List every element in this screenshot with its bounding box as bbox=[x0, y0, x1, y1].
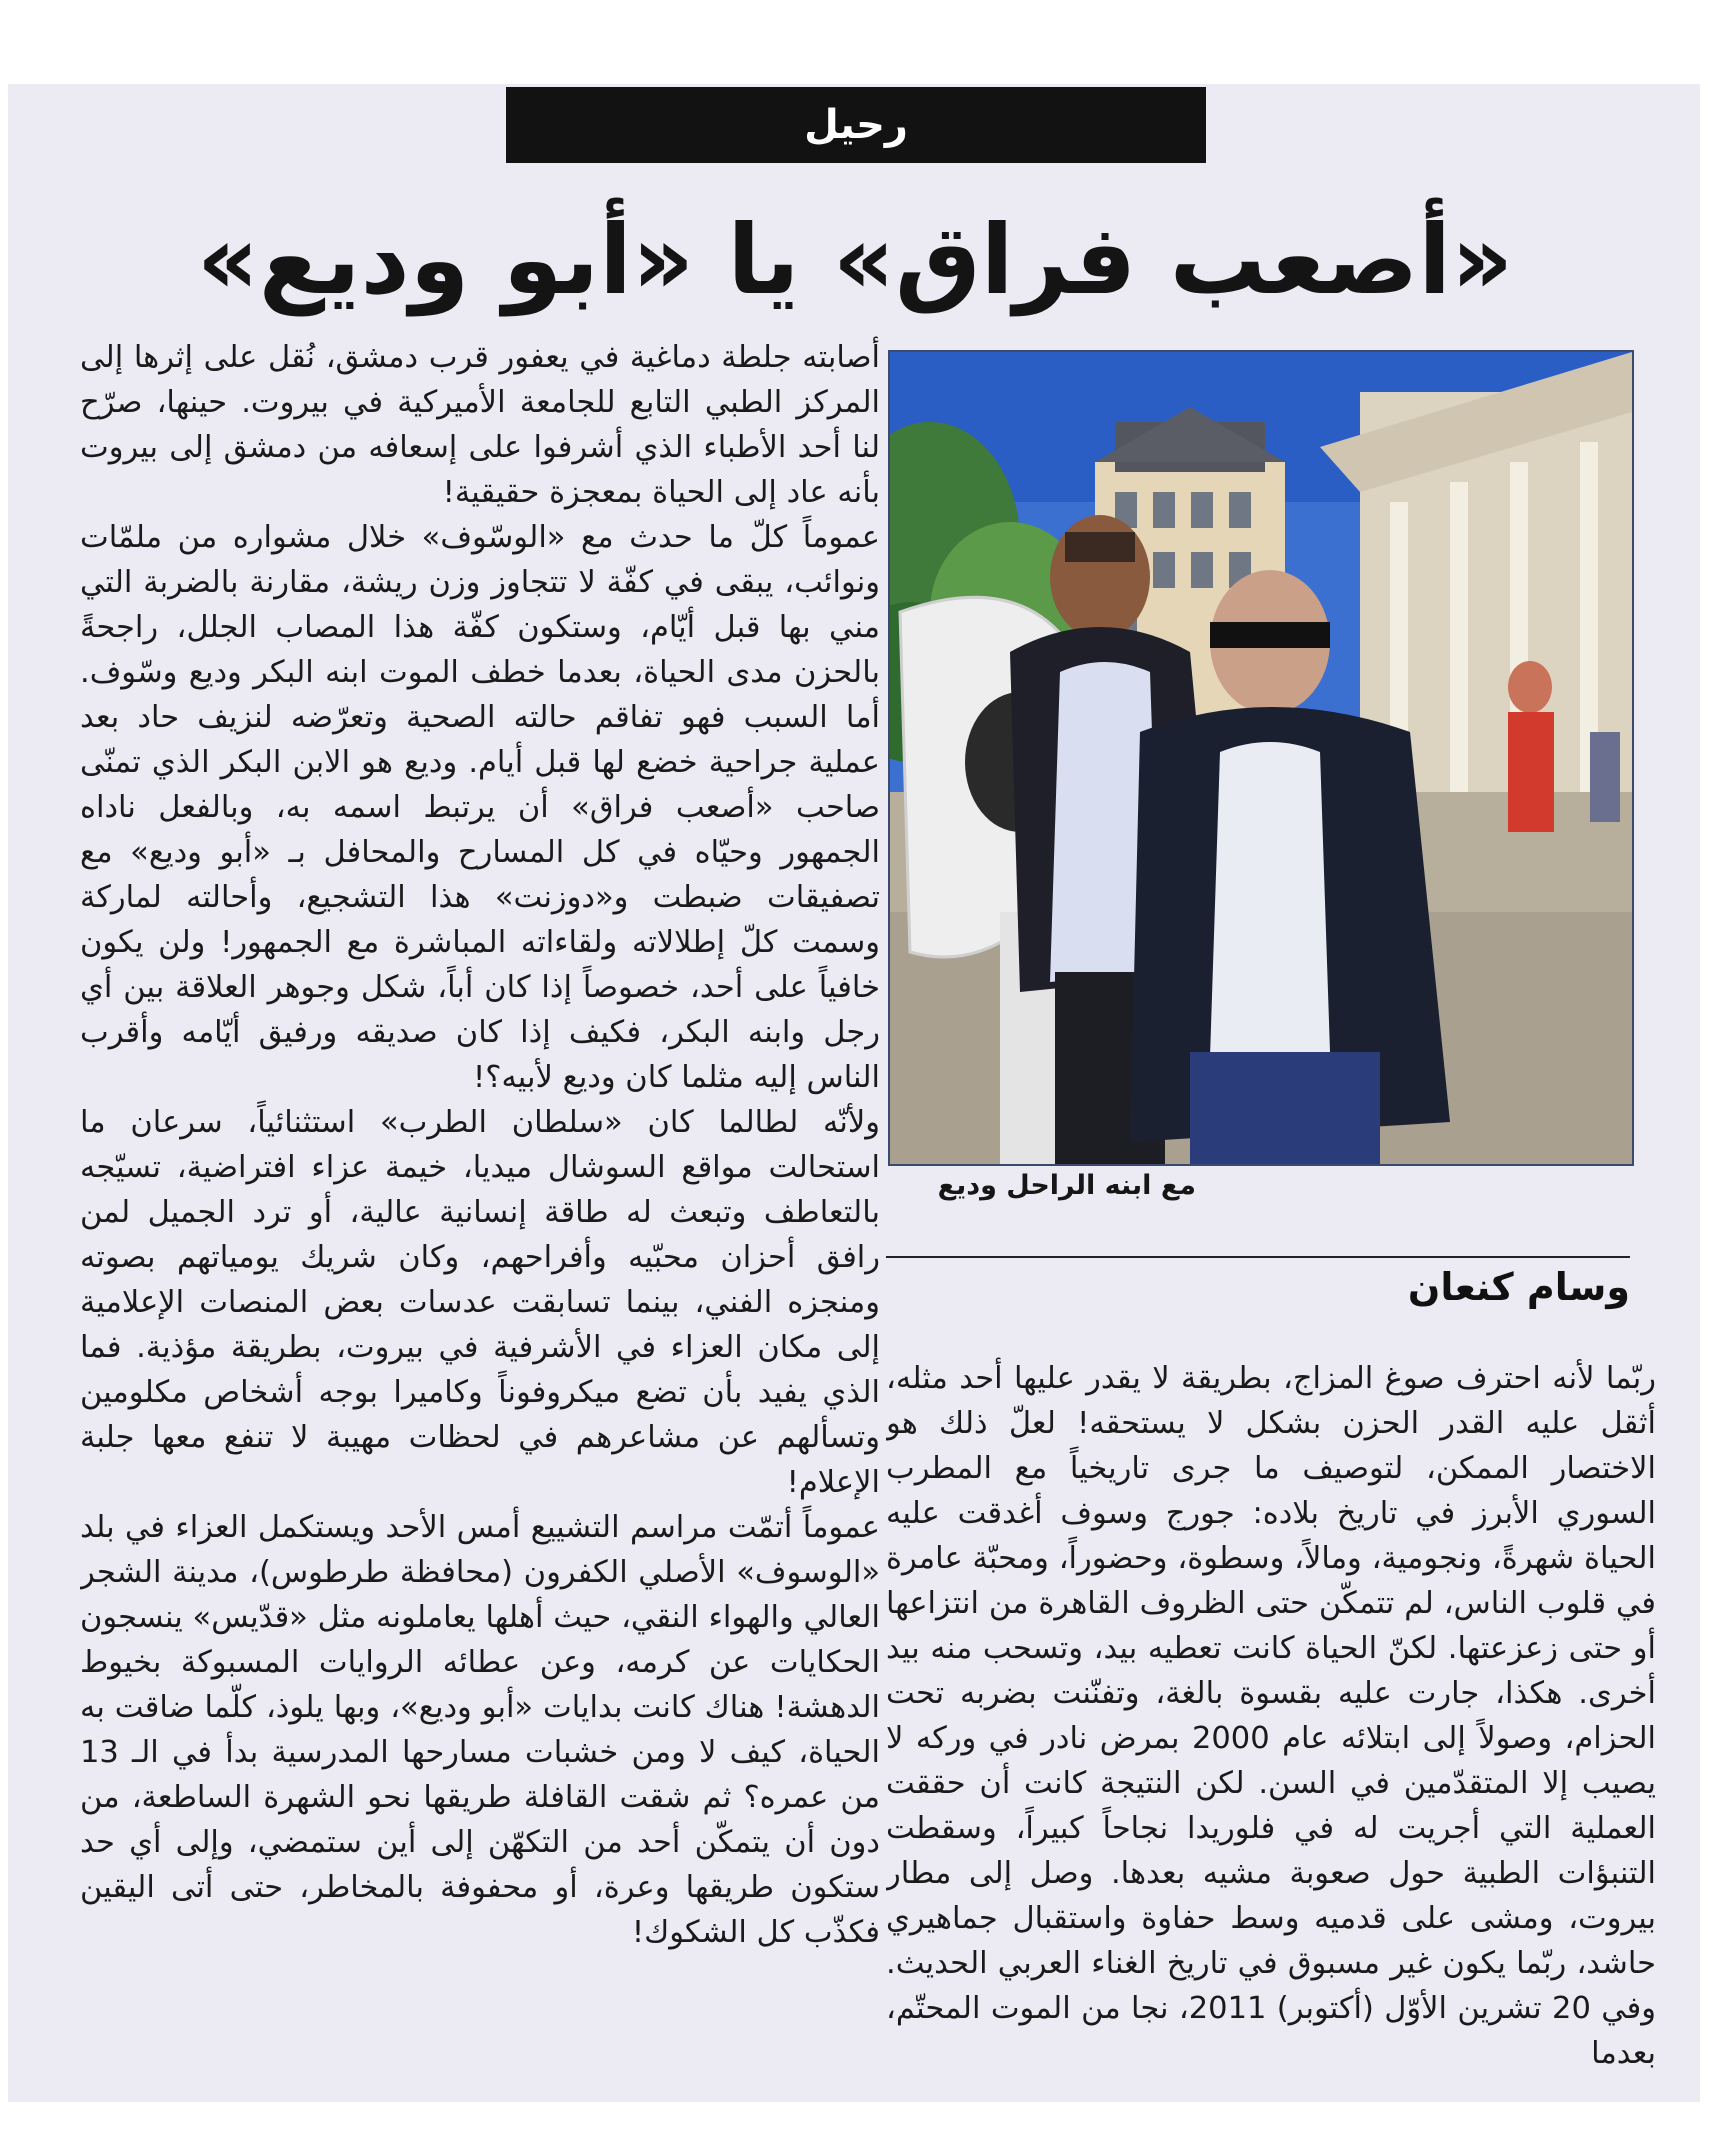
left-column bbox=[80, 335, 880, 2080]
paragraph: عموماً كلّ ما حدث مع «الوسّوف» خلال مشواره من ملمّات ونوائب، يبقى في كفّة لا تتجاوز وزن ريشة، مقارنة بالضربة التي مني بها قبل أيّام، وستكون كفّة هذا المصاب الجلل، راجحةً بالحزن مدى الحياة، بعدما خطف الموت ابنه البكر وديع وسّوف. أما السبب فهو تفاقم حالته الصحية وتعرّضه لنزيف حاد بعد عملية جراحية خضع لها قبل أيام. وديع هو الابن البكر الذي تمنّى صاحب «أصعب فراق» أن يرتبط اسمه به، وبالفعل ناداه الجمهور وحيّاه في كل المسارح والمحافل بـ «أبو وديع» مع تصفيقات ضبطت و«دوزنت» هذا التشجيع، وأحالته لماركة وسمت كلّ إطلالاته ولقاءاته المباشرة مع الجمهور! ولن يكون خافياً على أحد، خصوصاً إذا كان أباً، شكل وجوهر العلاقة بين أي رجل وابنه البكر، فكيف إذا كان صديقه ورفيق أيّامه وأقرب الناس إليه مثلما كان وديع لأبيه؟! bbox=[80, 520, 880, 1095]
section-label: رحيل bbox=[506, 87, 1206, 163]
paragraph: عموماً أتمّت مراسم التشييع أمس الأحد ويستكمل العزاء في بلد «الوسوف» الأصلي الكفرون (محافظة طرطوس)، مدينة الشجر العالي والهواء النقي، حيث أهلها يعاملونه مثل «قدّيس» ينسجون الحكايات عن كرمه، وعن عطائه الروايات المسبوكة بخيوط الدهشة! هناك كانت بدايات «أبو وديع»، وبها يلوذ، كلّما ضاقت به الحياة، كيف لا ومن خشبات مسارحها المدرسية بدأ في الـ 13 من عمره؟ ثم شقت القافلة طريقها نحو الشهرة الساطعة، من دون أن يتمكّن أحد من التكهّن إلى أين ستمضي، وإلى أي حد ستكون طريقها وعرة، أو محفوفة بالمخاطر، حتى أتى اليقين فكذّب كل الشكوك! bbox=[80, 1510, 880, 1950]
byline-divider bbox=[886, 1256, 1630, 1258]
headline: «أصعب فراق» يا «أبو وديع» bbox=[196, 204, 1514, 316]
photo-caption: مع ابنه الراحل وديع bbox=[937, 1170, 1196, 1201]
right-column bbox=[886, 1356, 1656, 2086]
paragraph: ولأنّه لطالما كان «سلطان الطرب» استثنائياً، سرعان ما استحالت مواقع السوشال ميديا، خيمة عزاء افتراضية، تسيّجه بالتعاطف وتبعث له طاقة إنسانية عالية، أو ترد الجميل لمن رافق أحزان محبّيه وأفراحهم، وكان شريك يومياتهم بصوته ومنجزه الفني، بينما تسابقت عدسات بعض المنصات الإعلامية إلى مكان العزاء في الأشرفية في بيروت، بطريقة مؤذية. فما الذي يفيد بأن تضع ميكروفوناً وكاميرا بوجه أشخاص مكلومين وتسألهم عن مشاعرهم في لحظات مهيبة لا تنفع معها جلبة الإعلام! bbox=[80, 1105, 880, 1500]
photo-father-and-son-icon bbox=[890, 352, 1632, 1164]
paragraph: ربّما لأنه احترف صوغ المزاج، بطريقة لا يقدر عليها أحد مثله، أثقل عليه القدر الحزن بشكل لا يستحقه! لعلّ ذلك هو الاختصار الممكن، لتوصيف ما جرى تاريخياً مع المطرب السوري الأبرز في تاريخ بلاده: جورج وسوف أغدقت عليه الحياة شهرةً، ونجومية، ومالاً، وسطوة، وحضوراً، ومحبّة عامرة في قلوب الناس، لم تتمكّن حتى الظروف القاهرة من انتزاعها أو حتى زعزعتها. لكنّ الحياة كانت تعطيه بيد، وتسحب منه بيد أخرى. هكذا، جارت عليه بقسوة بالغة، وتفنّنت بضربه تحت الحزام، وصولاً إلى ابتلائه عام 2000 بمرض نادر في وركه لا يصيب إلا المتقدّمين في السن. لكن النتيجة كانت أن حققت العملية التي أجريت له في فلوريدا نجاحاً كبيراً، وسقطت التنبؤات الطبية حول صعوبة مشيه بعدها. وصل إلى مطار بيروت، ومشى على قدميه وسط حفاوة واستقبال جماهيري حاشد، ربّما يكون غير مسبوق في تاريخ الغناء العربي الحديث. وفي 20 تشرين الأوّل (أكتوبر) 2011، نجا من الموت المحتّم، بعدما bbox=[886, 1361, 1656, 2071]
paragraph: أصابته جلطة دماغية في يعفور قرب دمشق، نُقل على إثرها إلى المركز الطبي التابع للجامعة الأميركية في بيروت. حينها، صرّح لنا أحد الأطباء الذي أشرفوا على إسعافه من دمشق إلى بيروت بأنه عاد إلى الحياة بمعجزة حقيقية! bbox=[80, 340, 880, 510]
article-photo bbox=[888, 350, 1634, 1166]
byline: وسام كنعان bbox=[1407, 1265, 1630, 1309]
